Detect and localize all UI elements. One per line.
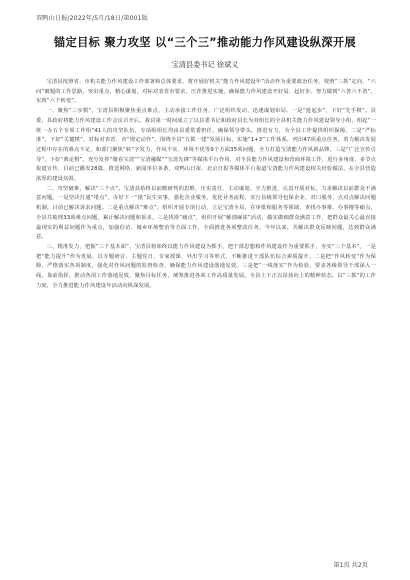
page-number: 第1页 共2页 xyxy=(333,562,368,569)
article-title: 锚定目标 聚力攻坚 以“三个三”推动能力作风建设纵深开展 xyxy=(53,36,357,49)
paragraph: 宝清县按照省、市机关能力作风建设工作部署和总体要求，将开展好机关“能力作风建设年”活动作为重要政治任务，按照“三抓”定向、“六问”破题的工作思路，突出重点，精心谋划，对标对表省市要求，压茬推进实施，确保能力作风建设开好局、起好步。努力做到“六善六不善”，实现“六个转变”。 xyxy=(36,79,376,105)
source-line: 双鸭山日报/2022年/5月/18日/第001版 xyxy=(36,15,148,22)
article-byline: 宝清县委书记 徐斌义 xyxy=(171,60,239,69)
paragraph: 二、攻坚破难，解决“三个点”。宝清县始终以前瞻研判的思维，压实责任、主动谋划、全力推进，认真开展对标，力求解决以前群众不满意问题。一是坚决打通“堵点”，办好下一“批”民生实事。强化企业服务，优化业务流程，实行县级领导包保企业、对口服务、点对点解决问题机制，目前已解决诉求问题。二是重点解决“难点”，组织开展专项行动，立足宝清全局，在审批和服务等领域，查找办事难、办事慢等痛点，全县共梳理33项难点问题，累计解决问题和诉求。三是找准“痛点”，组织开展“解剖麻雀”活动，做实做细群众满意工作，把群众最关心最直接最现实的利益问题作为重点，加强信访、城乡环境整治等方面工作，全面推进各项整改任务，今年以来，共解决群众反映问题，达到群众满意。 xyxy=(36,185,376,241)
paragraph: 一、聚焦“三步棋”，宝清县积极聚焦重点难点，主动承接工作任务，广泛组织发动，迅速谋划布局。一是“抢起步”，下好“先手棋”。县委、县政府将能力作风建设工作会议召开后，我县第一时间成立了以县委书记和政府县长为双组长的全县机关能力作风建设领导小组，组起“一班一办五个专项工作组”41人的攻坚队伍，专项组组长均由县委常委担任，确保领导带头，推进有力，为全县工作提供组织保障。二是“严标准”，下好“关键棋”。对标对表省、市“规定动作”，围绕全县“五抓一建”发展目标，实施“1+3”工作体系，列出47项重点任务，着力解决发展过程中存在的难点不足，和部门聚焦“转”字发力，作风不实、环境不优等9个方面35项问题，全力打造宝清能力作风新品牌。三是“广泛宣传引导”，下好“典论棋”。充分发挥“微看宝清”“宝清融媒”“宝清先锋”等媒体平台作用，对全县能力作风建设和营商环境工作，进行多角度、多节点报道宣传，目前已播发28篇，推送网络、新闻单位多条，双鸭山日报、北京日报等媒体平台报道宝清能力作风建设相关经验做法，在全县营造浓厚的建设氛围。 xyxy=(36,108,376,183)
article-body xyxy=(36,78,376,291)
paragraph: 三、精准发力，把握“三个基本面”。宝清县将始终以能力作风建设为抓手，把干部思想和作风建设作为重要抓手，夯实“三个基本”。一是把“能力提升”作为发展，以专题研讨、主题党日、专家授课、外出学习等形式，不断推进干部队伍综合素质提升。二是把“作风转变”作为保障，严格落实各项制度，强化对作风问题的监督检查，确保能力作风建设落地见效。三是把“一线落实”作为检验，要求各级领导干部深入一线，靠前指挥，推动各项工作落地见效，聚焦目标任务，统筹推进各项工作高质量发展。全县上下正以昂扬向上的精神状态，以“三抓”的工作力度，全力推进能力作风建设年活动向纵深发展。 xyxy=(36,243,376,289)
